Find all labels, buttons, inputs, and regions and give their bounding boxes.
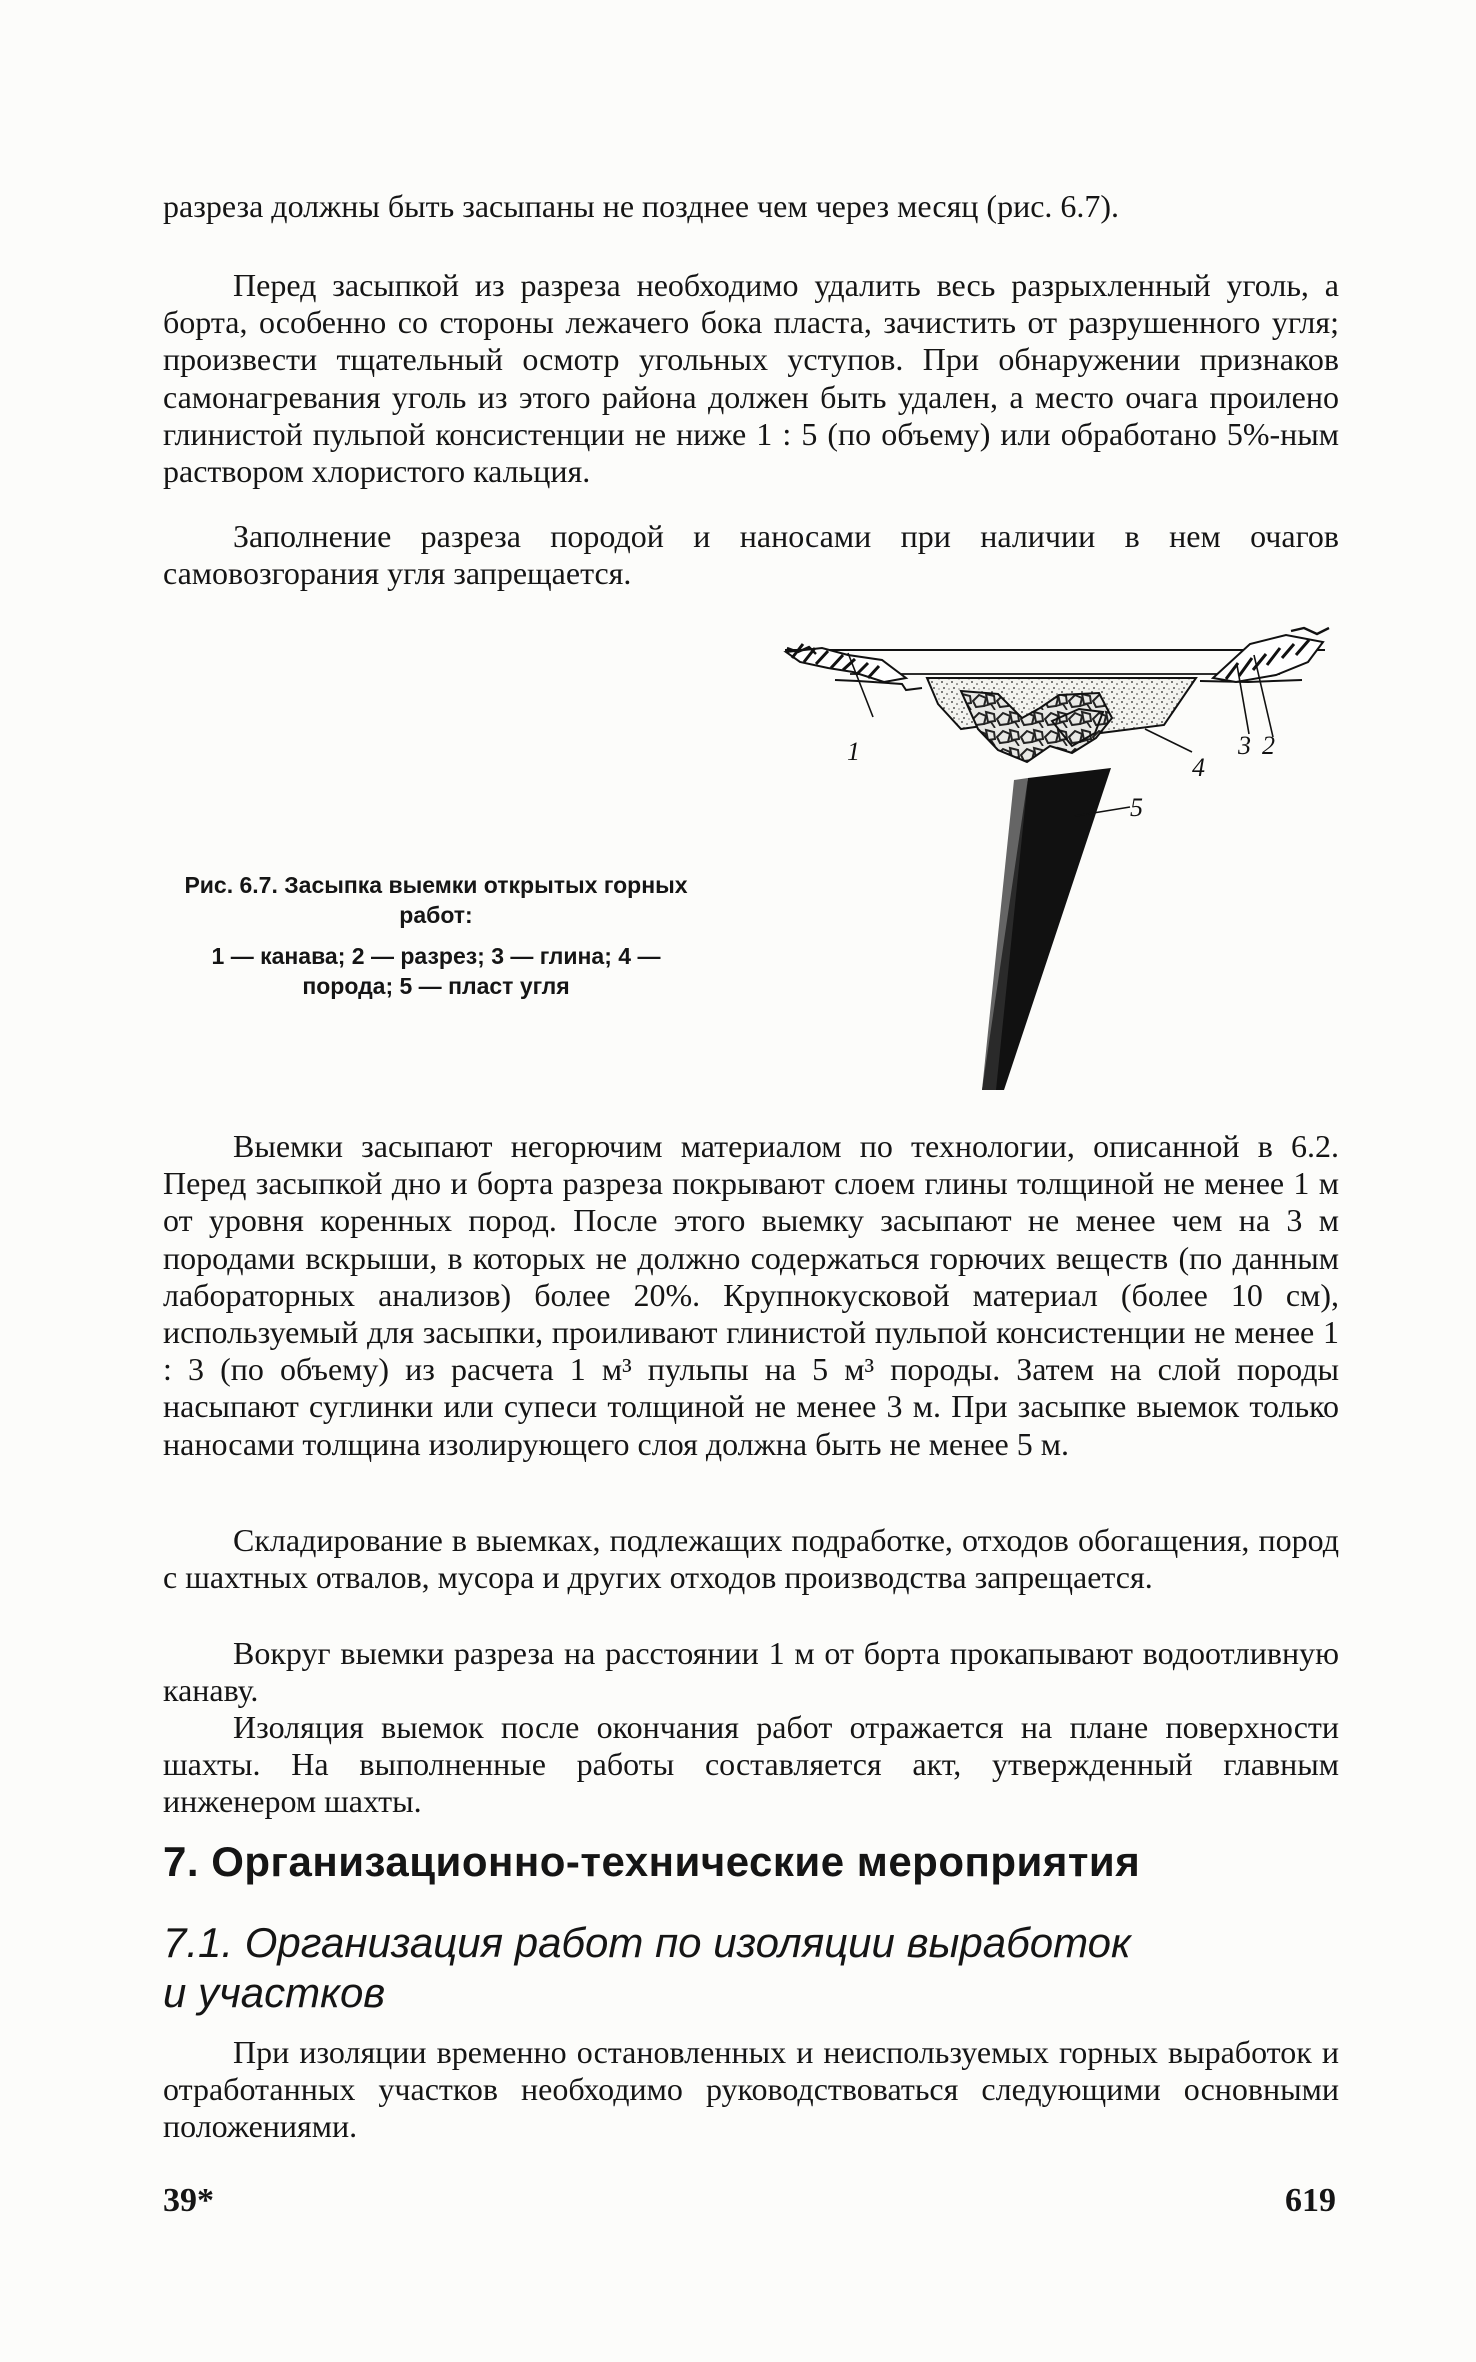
diagram-label-4: 4	[1192, 753, 1205, 782]
figure-caption-legend: 1 — канава; 2 — разрез; 3 — глина; 4 — порода; 5 — пласт угля	[211, 943, 661, 999]
paragraph-preparation: Перед засыпкой из разреза необходимо удалить весь разрыхленный уголь, а борта, особенно со стороны лежачего бока пласта, зачистить от разрушенного угля; произвести тщательный осмотр угольных уступов. При обнаружении признаков самонагревания уголь из этого района должен быть удален, а место очага проилено глинистой пульпой консистенции не ниже 1 : 5 (по объему) или обработано 5%-ным раствором хлористого кальция.	[163, 267, 1339, 490]
paragraph-backfill-technology: Выемки засыпают негорючим материалом по технологии, описанной в 6.2. Перед засыпкой дно и борта разреза покрывают слоем глины толщиной не менее 1 м от уровня коренных пород. После этого выемку засыпают не менее чем на 3 м породами вскрыши, в которых не должно содержаться горючих веществ (по данным лабораторных анализов) более 20%. Крупнокусковой материал (более 10 см), используемый для засыпки, проиливают глинистой пульпой консистенции не менее 1 : 3 (по объему) из расчета 1 м³ пульпы на 5 м³ породы. Затем на слой породы насыпают суглинки или супеси толщиной не менее 3 м. При засыпке выемок только наносами толщина изолирующего слоя должна быть не менее 5 м.	[163, 1128, 1339, 1462]
right-hatched-surface	[1213, 628, 1329, 682]
subsection-heading: 7.1. Организация работ по изоляции выработок и участков	[163, 1919, 1131, 2016]
diagram-label-3: 3	[1238, 731, 1251, 760]
figure-caption	[176, 870, 696, 1001]
paragraph-storage: Складирование в выемках, подлежащих подработке, отходов обогащения, пород с шахтных отвалов, мусора и других отходов производства запрещается.	[163, 1522, 1339, 1596]
page-number: 619	[1285, 2182, 1336, 2219]
backfill-diagram	[780, 620, 1340, 1090]
paragraph-insulation-record: Изоляция выемок после окончания работ отражается на плане поверхности шахты. На выполненные работы составляется акт, утвержденный главным инженером шахты.	[163, 1709, 1339, 1820]
section-heading: 7. Организационно-технические мероприятия	[163, 1838, 1141, 1885]
figure-caption-title: Рис. 6.7. Засыпка выемки открытых горных работ:	[184, 872, 688, 928]
paragraph-continuation: разреза должны быть засыпаны не позднее чем через месяц (рис. 6.7).	[163, 188, 1120, 224]
paragraph-drainage: Вокруг выемки разреза на расстоянии 1 м от борта прокапывают водоотливную канаву.	[163, 1635, 1339, 1709]
paragraph-prohibition: Заполнение разреза породой и наносами при наличии в нем очагов самовозгорания угля запрещается.	[163, 518, 1339, 592]
paragraph-isolation-rules: При изоляции временно остановленных и неиспользуемых горных выработок и отработанных участков необходимо руководствоваться следующими основными положениями.	[163, 2034, 1339, 2145]
diagram-label-1: 1	[847, 737, 860, 766]
page-signature: 39*	[163, 2182, 214, 2219]
diagram-label-2: 2	[1262, 731, 1275, 760]
diagram-label-5: 5	[1130, 793, 1143, 822]
